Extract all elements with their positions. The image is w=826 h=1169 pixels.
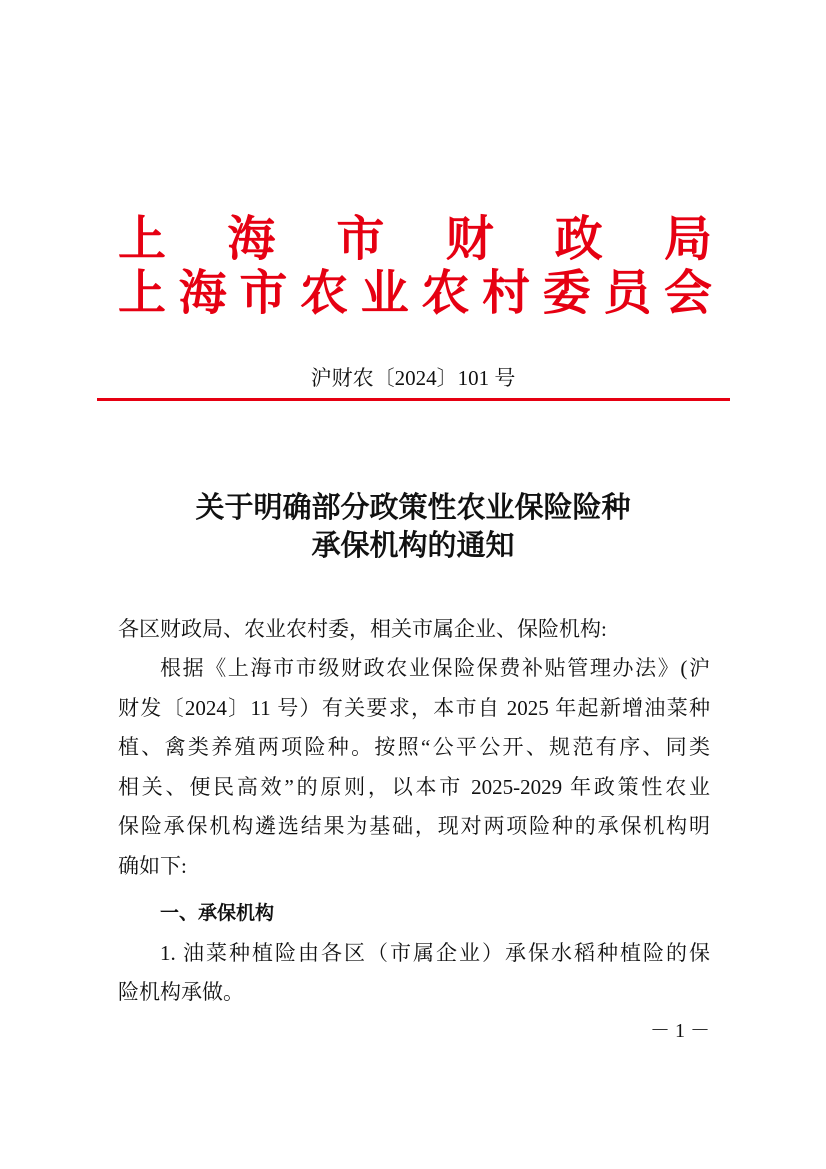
paragraph-line: 根据《上海市市级财政农业保险保费补贴管理办法》(沪: [160, 656, 710, 680]
red-divider: [97, 398, 730, 401]
document-title-line1: 关于明确部分政策性农业保险险种: [195, 492, 631, 524]
paragraph-line: 植、禽类养殖两项险种。按照“公平公开、规范有序、同类: [118, 735, 710, 759]
issuing-org-finance-bureau: 上 海 市 财 政 局: [118, 213, 712, 266]
issuing-org-agriculture-commission: 上海市农业农村委员会: [118, 267, 712, 320]
paragraph-line: 相关、便民高效”的原则，以本市 2025-2029 年政策性农业: [118, 775, 710, 799]
section-heading: 一、承保机构: [160, 902, 275, 924]
document-number: 沪财农〔2024〕101 号: [310, 366, 516, 390]
paragraph-line: 确如下:: [118, 854, 187, 878]
paragraph-line: 保险承保机构遴选结果为基础，现对两项险种的承保机构明: [118, 814, 710, 838]
item-line: 1. 油菜种植险由各区（市属企业）承保水稻种植险的保: [160, 941, 710, 965]
item-line: 险机构承做。: [118, 980, 244, 1004]
paragraph-line: 财发〔2024〕11 号）有关要求，本市自 2025 年起新增油菜种: [118, 696, 710, 720]
document-title-line2: 承保机构的通知: [311, 530, 515, 562]
salutation: 各区财政局、农业农村委，相关市属企业、保险机构:: [118, 617, 607, 641]
page-number: － 1 －: [650, 1020, 710, 1042]
